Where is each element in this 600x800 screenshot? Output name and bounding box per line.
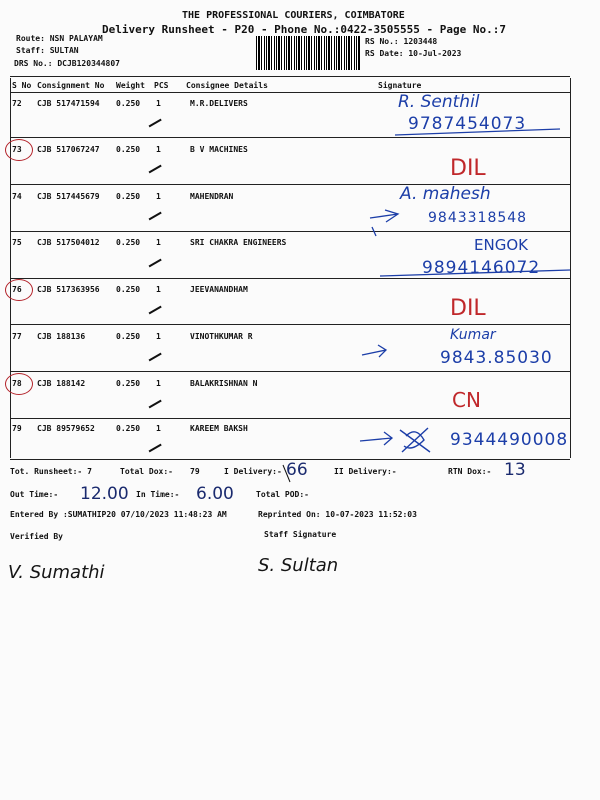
drs-number: DRS No.: DCJB120344807: [14, 59, 120, 68]
row-pcs: 1: [156, 238, 161, 247]
row-consignee: M.R.DELIVERS: [190, 99, 248, 108]
row-sno: 73: [12, 145, 22, 154]
staff-signature: S. Sultan: [258, 555, 339, 576]
reprinted-on: Reprinted On: 10-07-2023 11:52:03: [258, 510, 417, 519]
handwritten-mark: DIL: [450, 296, 486, 321]
row-consignment: CJB 517445679: [37, 192, 100, 201]
row-sno: 72: [12, 99, 22, 108]
row-sno: 74: [12, 192, 22, 201]
entered-by: Entered By :SUMATHIP20 07/10/2023 11:48:23 AM: [10, 510, 227, 519]
underline-stroke: [395, 129, 560, 135]
handwritten-name: ENGOK: [474, 236, 528, 254]
tot-runsheet: Tot. Runsheet:- 7: [10, 467, 92, 476]
total-dox-value: 79: [190, 467, 200, 476]
row-pcs: 1: [156, 379, 161, 388]
route-label: Route: NSN PALAYAM: [16, 34, 103, 43]
row-weight: 0.250: [116, 332, 141, 341]
row-weight: 0.250: [116, 99, 141, 108]
row-sno: 76: [12, 285, 22, 294]
row-consignment: CJB 517471594: [37, 99, 100, 108]
company-name: THE PROFESSIONAL COURIERS, COIMBATORE: [182, 10, 405, 21]
row-consignee: KAREEM BAKSH: [190, 424, 248, 433]
row-weight: 0.250: [116, 238, 141, 247]
row-sno: 79: [12, 424, 22, 433]
handwritten-phone: 9843318548: [428, 210, 528, 226]
row-pcs: 1: [156, 145, 161, 154]
col-consignment: Consignment No: [37, 81, 105, 90]
out-time-value: 12.00: [80, 484, 129, 504]
underline-stroke: [380, 270, 570, 276]
in-time-value: 6.00: [196, 484, 234, 504]
arrow-mark: [370, 210, 398, 236]
handwritten-phone: 9344490008: [450, 430, 569, 450]
row-weight: 0.250: [116, 285, 141, 294]
handwritten-phone: 9787454073: [408, 114, 527, 134]
handwritten-name: Kumar: [450, 327, 496, 343]
row-consignee: MAHENDRAN: [190, 192, 234, 201]
staff-signature-label: Staff Signature: [264, 530, 337, 539]
verified-by-label: Verified By: [10, 532, 63, 541]
row-consignee: SRI CHAKRA ENGINEERS: [190, 238, 287, 247]
handwritten-name: R. Senthil: [398, 92, 480, 112]
staff-label: Staff: SULTAN: [16, 46, 79, 55]
i-delivery-label: I Delivery:-: [224, 467, 282, 476]
col-signature: Signature: [378, 81, 422, 90]
row-sno: 77: [12, 332, 22, 341]
row-weight: 0.250: [116, 379, 141, 388]
total-pod-label: Total POD:-: [256, 490, 309, 499]
row-weight: 0.250: [116, 424, 141, 433]
handwritten-phone: 9843.85030: [440, 348, 553, 368]
row-weight: 0.250: [116, 192, 141, 201]
row-pcs: 1: [156, 424, 161, 433]
verified-signature: V. Sumathi: [8, 562, 105, 583]
row-pcs: 1: [156, 332, 161, 341]
row-consignment: CJB 188142: [37, 379, 86, 388]
handwritten-phone: 9894146072: [422, 258, 541, 278]
col-sno: S No: [12, 81, 32, 90]
row-sno: 78: [12, 379, 22, 388]
row-consignment: CJB 188136: [37, 332, 86, 341]
row-consignee: B V MACHINES: [190, 145, 248, 154]
handwritten-name: A. mahesh: [400, 184, 491, 204]
col-pcs: PCS: [154, 81, 169, 90]
col-consignee: Consignee Details: [186, 81, 268, 90]
i-delivery-value: 66: [286, 460, 308, 480]
out-time-label: Out Time:-: [10, 490, 59, 499]
row-consignment: CJB 517067247: [37, 145, 100, 154]
arrow-mark: [362, 345, 386, 357]
row-pcs: 1: [156, 99, 161, 108]
row-sno: 75: [12, 238, 22, 247]
col-weight: Weight: [116, 81, 145, 90]
rs-date: RS Date: 10-Jul-2023: [365, 49, 462, 58]
row-consignee: VINOTHKUMAR R: [190, 332, 253, 341]
arrow-mark: [360, 432, 392, 445]
handwritten-mark: DIL: [450, 156, 486, 181]
row-consignment: CJB 89579652: [37, 424, 95, 433]
handwritten-mark: CN: [452, 388, 481, 412]
row-pcs: 1: [156, 192, 161, 201]
in-time-label: In Time:-: [136, 490, 180, 499]
rs-number: RS No.: 1203448: [365, 37, 438, 46]
row-weight: 0.250: [116, 145, 141, 154]
row-consignee: BALAKRISHNAN N: [190, 379, 258, 388]
runsheet-title: Delivery Runsheet - P20 - Phone No.:0422-3505555 - Page No.:7: [102, 23, 506, 36]
rtn-dox-label: RTN Dox:-: [448, 467, 492, 476]
row-consignee: JEEVANANDHAM: [190, 285, 248, 294]
row-consignment: CJB 517363956: [37, 285, 100, 294]
cross-out-mark: [400, 428, 430, 452]
rtn-dox-value: 13: [504, 460, 526, 480]
row-consignment: CJB 517504012: [37, 238, 100, 247]
total-dox-label: Total Dox:-: [120, 467, 173, 476]
ii-delivery-label: II Delivery:-: [334, 467, 397, 476]
row-pcs: 1: [156, 285, 161, 294]
